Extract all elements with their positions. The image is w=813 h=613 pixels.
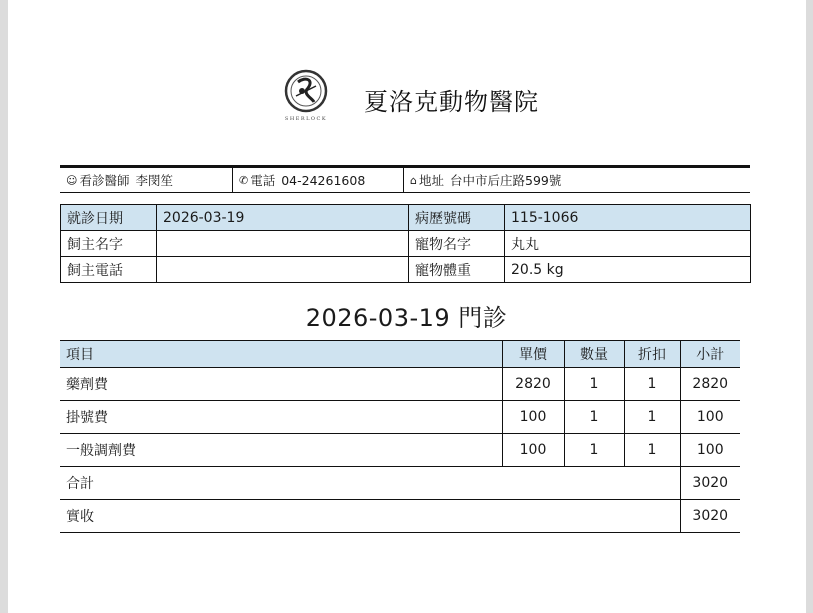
owner-phone-label: 飼主電話	[61, 257, 157, 283]
table-row	[60, 401, 740, 434]
received-label: 實收	[60, 500, 680, 533]
item-name: 掛號費	[60, 401, 502, 434]
pet-name-label: 寵物名字	[409, 231, 505, 257]
items-header-row	[60, 341, 740, 368]
item-qty: 1	[564, 368, 624, 401]
clinic-info-bar	[60, 165, 750, 193]
visit-date-value: 2026-03-19	[157, 205, 409, 231]
patient-info-table	[60, 204, 751, 283]
address-label: 地址	[418, 173, 444, 188]
owner-name-label: 飼主名字	[61, 231, 157, 257]
record-no-label: 病歷號碼	[409, 205, 505, 231]
logo-text: SHERLOCK	[284, 116, 328, 122]
item-discount: 1	[624, 401, 680, 434]
header-item: 項目	[60, 341, 502, 368]
items-table	[60, 340, 740, 533]
item-discount: 1	[624, 368, 680, 401]
total-value: 3020	[680, 467, 740, 500]
received-value: 3020	[680, 500, 740, 533]
phone-value: 04-24261608	[281, 172, 366, 188]
owner-name-value	[157, 231, 409, 257]
patient-row	[61, 257, 751, 283]
header-price: 單價	[502, 341, 564, 368]
clinic-name: 夏洛克動物醫院	[364, 88, 539, 116]
record-no-value: 115-1066	[505, 205, 751, 231]
phone-label: 電話	[250, 173, 276, 188]
total-label: 合計	[60, 467, 680, 500]
visit-date-label: 就診日期	[61, 205, 157, 231]
item-name: 藥劑費	[60, 368, 502, 401]
address-value: 台中市后庄路599號	[450, 173, 562, 188]
header-qty: 數量	[564, 341, 624, 368]
doctor-label: 看診醫師	[79, 173, 130, 188]
address-cell	[404, 168, 750, 192]
item-subtotal: 2820	[680, 368, 740, 401]
visit-title: 2026-03-19 門診	[305, 304, 508, 332]
pet-weight-label: 寵物體重	[409, 257, 505, 283]
item-discount: 1	[624, 434, 680, 467]
received-row	[60, 500, 740, 533]
doctor-icon: ☺	[66, 173, 78, 187]
phone-cell	[233, 168, 404, 192]
doctor-value: 李閔笙	[135, 173, 173, 188]
item-name: 一般調劑費	[60, 434, 502, 467]
item-price: 100	[502, 434, 564, 467]
table-row	[60, 434, 740, 467]
item-qty: 1	[564, 434, 624, 467]
total-row	[60, 467, 740, 500]
pet-name-value: 丸丸	[505, 231, 751, 257]
pet-weight-value: 20.5 kg	[505, 257, 751, 283]
home-icon: ⌂	[410, 173, 417, 187]
doctor-cell	[60, 168, 233, 192]
item-price: 2820	[502, 368, 564, 401]
item-subtotal: 100	[680, 434, 740, 467]
patient-row	[61, 231, 751, 257]
item-price: 100	[502, 401, 564, 434]
patient-row	[61, 205, 751, 231]
item-subtotal: 100	[680, 401, 740, 434]
header-subtotal: 小計	[680, 341, 740, 368]
table-row	[60, 368, 740, 401]
phone-icon: ✆	[239, 173, 249, 187]
header-discount: 折扣	[624, 341, 680, 368]
item-qty: 1	[564, 401, 624, 434]
owner-phone-value	[157, 257, 409, 283]
